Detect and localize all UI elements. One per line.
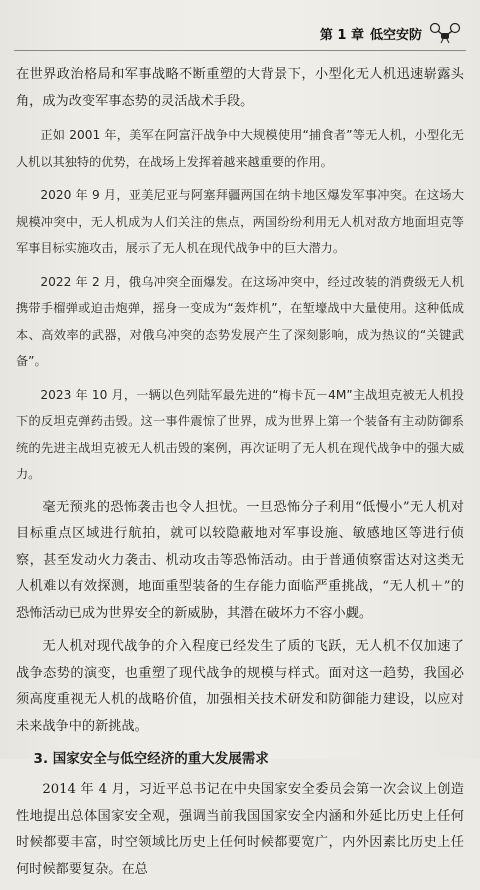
page-body bbox=[16, 62, 464, 890]
drone-icon bbox=[428, 22, 462, 44]
chapter-number: 第 1 章 bbox=[319, 27, 364, 43]
paragraph-intro: 在世界政治格局和军事战略不断重塑的大背景下，小型化无人机迅速崭露头角，成为改变军事态势的灵活战术手段。 bbox=[16, 67, 464, 109]
chapter-title: 低空安防 bbox=[369, 27, 422, 43]
paragraph-national-security: 2014 年 4 月，习近平总书记在中央国家安全委员会第一次会议上创造性地提出总体国家安全观，强调当前我国国家安全内涵和外延比历史上任何时候都要丰富，时空领域比历史上任何时候都要宽广，内外因素比历史上任何时候都要复杂。在总 bbox=[16, 782, 464, 877]
header-divider bbox=[14, 50, 466, 51]
paragraph-2001-example: 正如 2001 年，美军在阿富汗战争中大规模使用“捕食者”等无人机，小型化无人机以其独特的优势，在战场上发挥着越来越重要的作用。 bbox=[16, 128, 464, 169]
paragraph-2020-example: 2020 年 9 月，亚美尼亚与阿塞拜疆两国在纳卡地区爆发军事冲突。在这场大规模冲突中，无人机成为人们关注的焦点，两国纷纷利用无人机对敌方地面坦克等军事目标实施攻击，展示了无人机在现代战争中的巨大潜力。 bbox=[16, 188, 464, 255]
paragraph-2022-example: 2022 年 2 月，俄乌冲突全面爆发。在这场冲突中，经过改装的消费级无人机携带手榴弹或迫击炮弹，摇身一变成为“轰炸机”，在堑壕战中大量使用。这种低成本、高效率的武器，对俄乌冲突的态势发展产生了深刻影响，成为热议的“关键武备”。 bbox=[16, 274, 464, 368]
page-header bbox=[320, 22, 462, 44]
paragraph-terror-threat: 毫无预兆的恐怖袭击也令人担忧。一旦恐怖分子利用“低慢小”无人机对目标重点区域进行航拍，就可以较隐蔽地对军事设施、敏感地区等进行侦察，甚至发动火力袭击、机动攻击等恐怖活动。由于普通侦察雷达对这类无人机难以有效探测，地面重型装备的生存能力面临严重挑战，“无人机＋”的恐怖活动已成为世界安全的新威胁，其潜在破坏力不容小觑。 bbox=[16, 499, 464, 621]
paragraph-2023-example: 2023 年 10 月，一辆以色列陆军最先进的“梅卡瓦－4M”主战坦克被无人机投下的反坦克弹药击毁。这一事件震惊了世界，成为世界上第一个装备有主动防御系统的先进主战坦克被无人机击毁的案例，再次证明了无人机在现代战争中的强大威力。 bbox=[16, 387, 464, 481]
paragraph-conclusion: 无人机对现代战争的介入程度已经发生了质的飞跃，无人机不仅加速了战争态势的演变，也重塑了现代战争的规模与样式。面对这一趋势，我国必须高度重视无人机的战略价值，加强相关技术研发和防御能力建设，以应对未来战争中的新挑战。 bbox=[16, 639, 464, 734]
section-heading: 3. 国家安全与低空经济的重大发展需求 bbox=[33, 751, 269, 767]
